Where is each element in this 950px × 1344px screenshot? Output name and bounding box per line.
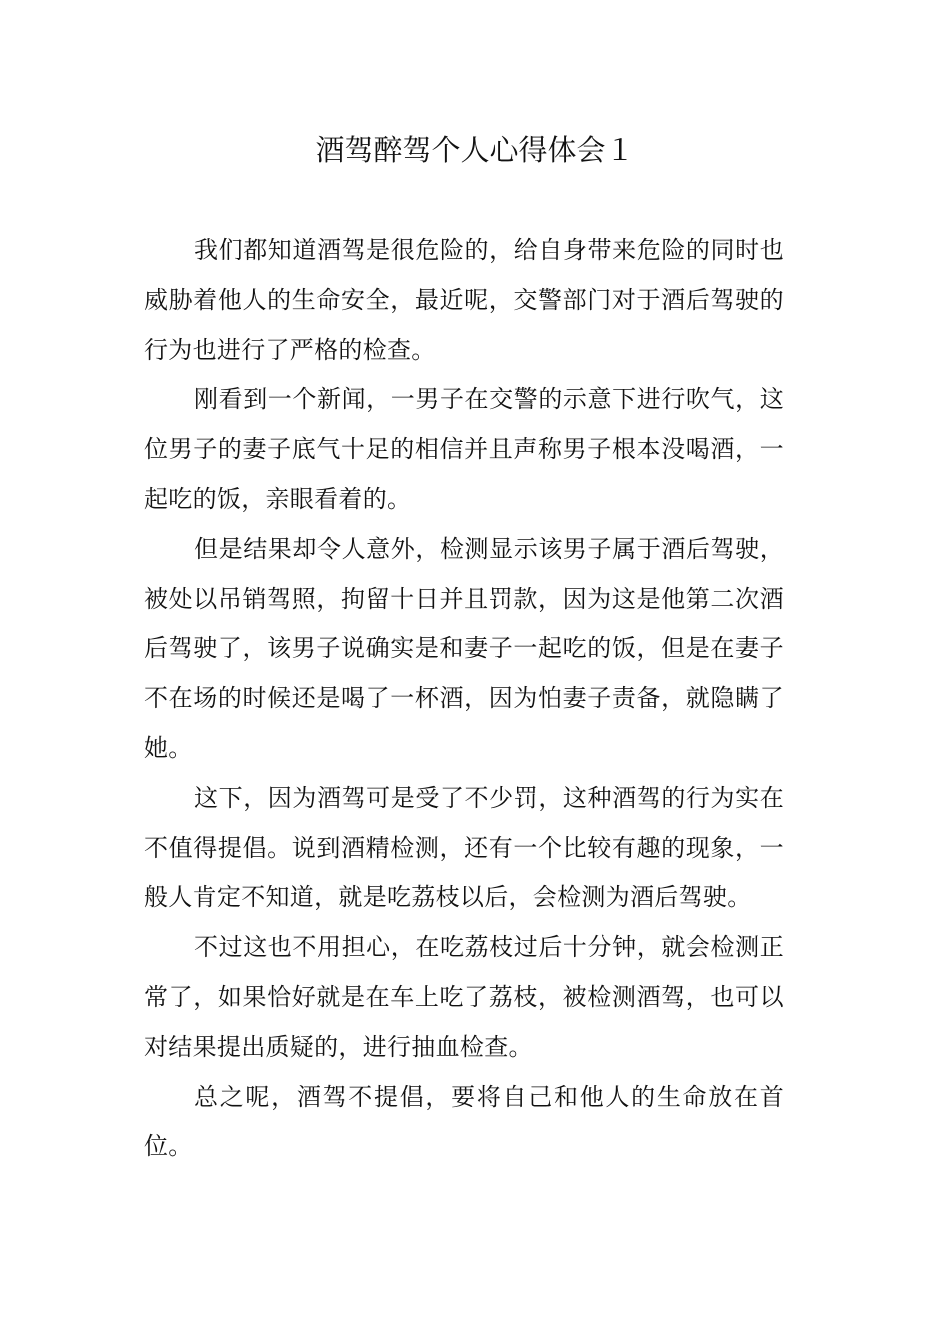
paragraph-1: 我们都知道酒驾是很危险的，给自身带来危险的同时也威胁着他人的生命安全，最近呢，交警部门对于酒后驾驶的行为也进行了严格的检查。 xyxy=(144,236,784,364)
document-body xyxy=(144,226,784,1172)
paragraph-4: 这下，因为酒驾可是受了不少罚，这种酒驾的行为实在不值得提倡。说到酒精检测，还有一个比较有趣的现象，一般人肯定不知道，就是吃荔枝以后，会检测为酒后驾驶。 xyxy=(144,783,784,912)
paragraph-6: 总之呢，酒驾不提倡，要将自己和他人的生命放在首位。 xyxy=(144,1082,784,1161)
document-title: 酒驾醉驾个人心得体会１ xyxy=(315,133,635,167)
paragraph-3: 但是结果却令人意外，检测显示该男子属于酒后驾驶，被处以吊销驾照，拘留十日并且罚款，因为这是他第二次酒后驾驶了，该男子说确实是和妻子一起吃的饭，但是在妻子不在场的时候还是喝了一杯酒，因为怕妻子责备，就隐瞒了她。 xyxy=(144,534,784,762)
paragraph-5: 不过这也不用担心，在吃荔枝过后十分钟，就会检测正常了，如果恰好就是在车上吃了荔枝，被检测酒驾，也可以对结果提出质疑的，进行抽血检查。 xyxy=(144,933,784,1061)
paragraph-2: 刚看到一个新闻，一男子在交警的示意下进行吹气，这位男子的妻子底气十足的相信并且声称男子根本没喝酒，一起吃的饭，亲眼看着的。 xyxy=(144,385,784,513)
